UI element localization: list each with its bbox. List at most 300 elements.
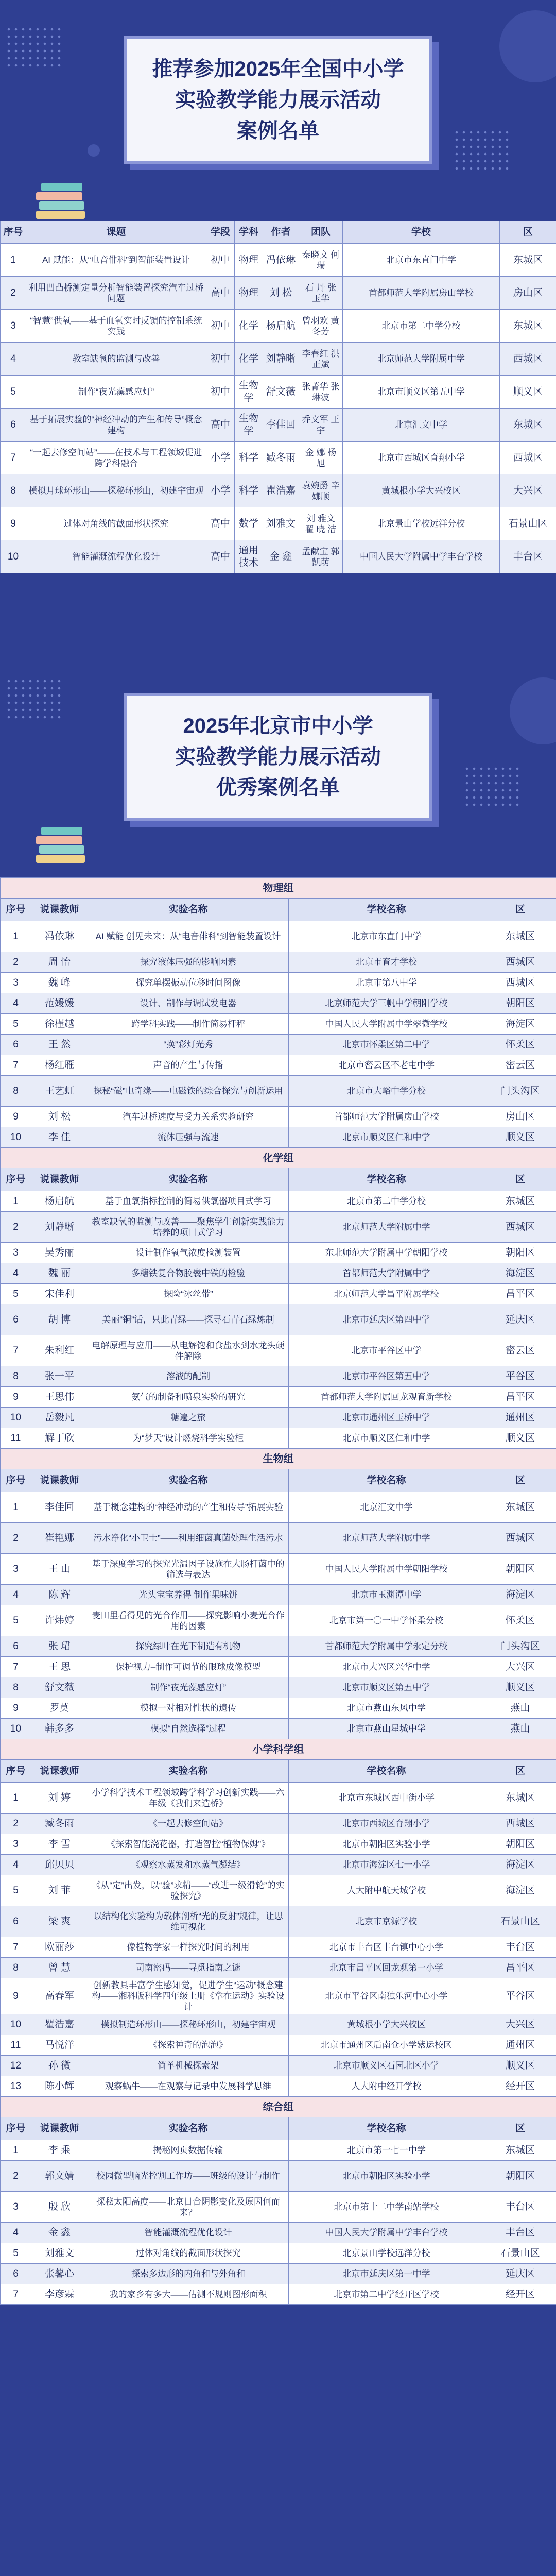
presenting-teacher: 王艺虹 bbox=[31, 1076, 88, 1107]
case-title: 模拟月球环形山——探秘环形山，初建宇宙观 bbox=[26, 474, 206, 507]
column-header: 作者 bbox=[263, 221, 299, 244]
presenting-teacher: 许炜婷 bbox=[31, 1605, 88, 1636]
school-name: 东北师范大学附属中学朝阳学校 bbox=[289, 1243, 484, 1263]
group-title: 生物组 bbox=[1, 1449, 556, 1469]
table-row bbox=[1, 1263, 556, 1284]
table-header-row bbox=[1, 899, 556, 921]
school-stage: 高中 bbox=[206, 409, 235, 442]
case-title: 智能灌溉流程优化设计 bbox=[26, 540, 206, 573]
column-header: 实验名称 bbox=[88, 1469, 289, 1492]
decor-dots bbox=[453, 129, 510, 170]
table-header-row bbox=[1, 1760, 556, 1783]
row-number: 8 bbox=[1, 1958, 31, 1978]
table-row bbox=[1, 540, 556, 573]
row-number: 7 bbox=[1, 1657, 31, 1677]
row-number: 1 bbox=[1, 1492, 31, 1523]
presenting-teacher: 陈 辉 bbox=[31, 1585, 88, 1605]
school-stage: 高中 bbox=[206, 507, 235, 540]
presenting-teacher: 韩多多 bbox=[31, 1719, 88, 1739]
title-card bbox=[124, 693, 432, 821]
table-row bbox=[1, 2161, 556, 2192]
author: 臧冬雨 bbox=[263, 442, 299, 474]
recommended-table bbox=[0, 221, 556, 573]
school-name: 中国人民大学附属中学朝阳学校 bbox=[289, 1554, 484, 1585]
column-header: 实验名称 bbox=[88, 2117, 289, 2140]
school-name: 北京市第二中学分校 bbox=[289, 1191, 484, 1212]
author: 冯依琳 bbox=[263, 244, 299, 277]
presenting-teacher: 瞿浩嘉 bbox=[31, 2014, 88, 2035]
group-header-row bbox=[1, 1449, 556, 1469]
team: 秦晓文 何 瑞 bbox=[299, 244, 343, 277]
district: 密云区 bbox=[484, 1055, 556, 1076]
table-row bbox=[1, 1335, 556, 1366]
row-number: 10 bbox=[1, 1408, 31, 1428]
district: 大兴区 bbox=[484, 2014, 556, 2035]
district: 丰台区 bbox=[484, 1937, 556, 1958]
table-header-row bbox=[1, 1469, 556, 1492]
table-row bbox=[1, 973, 556, 993]
table-row bbox=[1, 2056, 556, 2076]
column-header: 学校 bbox=[343, 221, 500, 244]
row-number: 11 bbox=[1, 2035, 31, 2056]
team: 张菁华 张琳波 bbox=[299, 376, 343, 409]
table-row bbox=[1, 1076, 556, 1107]
row-number: 12 bbox=[1, 2056, 31, 2076]
case-title: 过体对角线的截面形状探究 bbox=[26, 507, 206, 540]
row-number: 8 bbox=[1, 474, 26, 507]
school-name: 北京市延庆区第一中学 bbox=[289, 2264, 484, 2284]
column-header: 实验名称 bbox=[88, 1760, 289, 1783]
row-number: 3 bbox=[1, 1243, 31, 1263]
group-header-row bbox=[1, 1148, 556, 1168]
group-title: 化学组 bbox=[1, 1148, 556, 1168]
district: 东城区 bbox=[484, 2140, 556, 2161]
table-row bbox=[1, 1783, 556, 1814]
experiment-name: 溶液的配制 bbox=[88, 1366, 289, 1387]
table-row bbox=[1, 1014, 556, 1035]
school-name: 北京市平谷区中学 bbox=[289, 1335, 484, 1366]
column-header: 学段 bbox=[206, 221, 235, 244]
district: 东城区 bbox=[484, 1492, 556, 1523]
table-row bbox=[1, 1304, 556, 1335]
table-row bbox=[1, 244, 556, 277]
school-name: 北京市第二中学经开区学校 bbox=[289, 2284, 484, 2305]
table-row bbox=[1, 2076, 556, 2097]
row-number: 9 bbox=[1, 1978, 31, 2014]
author: 刘雅文 bbox=[263, 507, 299, 540]
subject: 物理 bbox=[235, 277, 263, 310]
experiment-name: 光头宝宝养得 制作果味饼 bbox=[88, 1585, 289, 1605]
district: 西城区 bbox=[484, 1212, 556, 1243]
district: 朝阳区 bbox=[484, 993, 556, 1014]
title-line: 2025年北京市中小学 bbox=[183, 715, 373, 737]
table-row bbox=[1, 1212, 556, 1243]
table-row bbox=[1, 1554, 556, 1585]
school-name: 北京汇文中学 bbox=[289, 1492, 484, 1523]
school-name: 北京市第一七一中学 bbox=[289, 2140, 484, 2161]
school-name: 北京市顺义区仁和中学 bbox=[289, 1428, 484, 1449]
row-number: 13 bbox=[1, 2076, 31, 2097]
district: 昌平区 bbox=[484, 1387, 556, 1408]
row-number: 3 bbox=[1, 973, 31, 993]
column-header: 学校名称 bbox=[289, 899, 484, 921]
table-row bbox=[1, 1585, 556, 1605]
column-header: 序号 bbox=[1, 221, 26, 244]
author: 金 鑫 bbox=[263, 540, 299, 573]
district: 大兴区 bbox=[484, 1657, 556, 1677]
school-name: 首都师范大学附属中学永定分校 bbox=[289, 1636, 484, 1657]
school-name: 北京市顺义区第五中学 bbox=[289, 1677, 484, 1698]
presenting-teacher: 张馨心 bbox=[31, 2264, 88, 2284]
school-name: 北京市大兴区兴华中学 bbox=[289, 1657, 484, 1677]
presenting-teacher: 杨启航 bbox=[31, 1191, 88, 1212]
table-row bbox=[1, 376, 556, 409]
table-row bbox=[1, 2140, 556, 2161]
presenting-teacher: 王 山 bbox=[31, 1554, 88, 1585]
district: 西城区 bbox=[484, 1523, 556, 1554]
district: 顺义区 bbox=[500, 376, 556, 409]
school-name: 北京师范大学附属中学 bbox=[289, 1523, 484, 1554]
group-title: 小学科学组 bbox=[1, 1739, 556, 1760]
district: 平谷区 bbox=[484, 1978, 556, 2014]
table-header-row bbox=[1, 2117, 556, 2140]
row-number: 1 bbox=[1, 2140, 31, 2161]
title-line: 实验教学能力展示活动 bbox=[175, 89, 381, 111]
experiment-name: 制作“夜光藻感应灯” bbox=[88, 1677, 289, 1698]
presenting-teacher: 王 然 bbox=[31, 1035, 88, 1055]
presenting-teacher: 徐槿越 bbox=[31, 1014, 88, 1035]
decor-circle bbox=[510, 677, 556, 744]
presenting-teacher: 王 思 bbox=[31, 1657, 88, 1677]
table-row bbox=[1, 507, 556, 540]
table-row bbox=[1, 1978, 556, 2014]
district: 门头沟区 bbox=[484, 1636, 556, 1657]
district: 东城区 bbox=[500, 310, 556, 343]
experiment-name: 电解原理与应用——从电解饱和食盐水到水龙头硬件解除 bbox=[88, 1335, 289, 1366]
district: 东城区 bbox=[484, 1783, 556, 1814]
district: 西城区 bbox=[500, 442, 556, 474]
school-name: 首都师范大学附属房山学校 bbox=[289, 1107, 484, 1127]
row-number: 6 bbox=[1, 2264, 31, 2284]
table-row bbox=[1, 442, 556, 474]
school-name: 北京市东直门中学 bbox=[289, 921, 484, 952]
experiment-name: 智能灌溉流程优化设计 bbox=[88, 2223, 289, 2243]
experiment-name: 《观察水蒸发和水蒸气凝结》 bbox=[88, 1855, 289, 1875]
column-header: 实验名称 bbox=[88, 899, 289, 921]
school-stage: 高中 bbox=[206, 277, 235, 310]
presenting-teacher: 孙 微 bbox=[31, 2056, 88, 2076]
team: 金 娜 杨 旭 bbox=[299, 442, 343, 474]
row-number: 2 bbox=[1, 2161, 31, 2192]
school-name: 北京市第一〇一中学怀柔分校 bbox=[289, 1605, 484, 1636]
school-name: 北京市密云区不老屯中学 bbox=[289, 1055, 484, 1076]
school-name: 北京市第二中学分校 bbox=[343, 310, 500, 343]
author: 舒文薇 bbox=[263, 376, 299, 409]
district: 石景山区 bbox=[484, 1906, 556, 1937]
table-row bbox=[1, 1657, 556, 1677]
experiment-name: 过体对角线的截面形状探究 bbox=[88, 2243, 289, 2264]
experiment-name: 探究液体压强的影响因素 bbox=[88, 952, 289, 973]
column-header: 说课教师 bbox=[31, 1168, 88, 1191]
presenting-teacher: 郭文婧 bbox=[31, 2161, 88, 2192]
district: 东城区 bbox=[484, 1191, 556, 1212]
experiment-name: 教室缺氧的监测与改善——聚焦学生创新实践能力培养的项目式学习 bbox=[88, 1212, 289, 1243]
experiment-name: 小学科学技术工程领域跨学科学习创新实践——六年级《我们来造桥》 bbox=[88, 1783, 289, 1814]
district: 房山区 bbox=[484, 1107, 556, 1127]
table-row bbox=[1, 1719, 556, 1739]
row-number: 1 bbox=[1, 1783, 31, 1814]
school-name: 北京景山学校远洋分校 bbox=[343, 507, 500, 540]
column-header: 学科 bbox=[235, 221, 263, 244]
case-title: 制作“夜光藻感应灯” bbox=[26, 376, 206, 409]
row-number: 10 bbox=[1, 540, 26, 573]
column-header: 说课教师 bbox=[31, 2117, 88, 2140]
row-number: 6 bbox=[1, 409, 26, 442]
school-name: 中国人民大学附属中学翠微学校 bbox=[289, 1014, 484, 1035]
presenting-teacher: 刘 婷 bbox=[31, 1783, 88, 1814]
table-row bbox=[1, 1814, 556, 1834]
row-number: 7 bbox=[1, 2284, 31, 2305]
school-stage: 小学 bbox=[206, 474, 235, 507]
school-name: 北京市朝阳区实验小学 bbox=[289, 1834, 484, 1855]
row-number: 8 bbox=[1, 1677, 31, 1698]
row-number: 7 bbox=[1, 1335, 31, 1366]
experiment-name: 保护视力–制作可调节的眼球成像模型 bbox=[88, 1657, 289, 1677]
experiment-name: 模拟制造环形山——探秘环形山，初建宇宙观 bbox=[88, 2014, 289, 2035]
school-name: 首都师范大学附属中学 bbox=[289, 1263, 484, 1284]
table-row bbox=[1, 1834, 556, 1855]
row-number: 4 bbox=[1, 343, 26, 376]
column-header: 区 bbox=[484, 1760, 556, 1783]
column-header: 区 bbox=[484, 1168, 556, 1191]
experiment-name: 探究单摆振动位移时间图像 bbox=[88, 973, 289, 993]
experiment-name: 探究绿叶在光下制造有机物 bbox=[88, 1636, 289, 1657]
table-row bbox=[1, 1284, 556, 1304]
district: 丰台区 bbox=[500, 540, 556, 573]
experiment-name: 污水净化“小卫士”——利用细菌真菌处理生活污水 bbox=[88, 1523, 289, 1554]
row-number: 6 bbox=[1, 1636, 31, 1657]
experiment-name: 氨气的制备和喷泉实验的研究 bbox=[88, 1387, 289, 1408]
row-number: 4 bbox=[1, 2223, 31, 2243]
row-number: 1 bbox=[1, 921, 31, 952]
subject: 化学 bbox=[235, 310, 263, 343]
table-row bbox=[1, 2243, 556, 2264]
presenting-teacher: 吴秀丽 bbox=[31, 1243, 88, 1263]
case-title: 教室缺氧的监测与改善 bbox=[26, 343, 206, 376]
table-row bbox=[1, 2223, 556, 2243]
district: 通州区 bbox=[484, 2035, 556, 2056]
table-row bbox=[1, 1958, 556, 1978]
presenting-teacher: 朱利红 bbox=[31, 1335, 88, 1366]
district: 房山区 bbox=[500, 277, 556, 310]
group-header-row bbox=[1, 2097, 556, 2117]
row-number: 9 bbox=[1, 1698, 31, 1719]
table-row bbox=[1, 474, 556, 507]
school-name: 北京市育才学校 bbox=[289, 952, 484, 973]
column-header: 区 bbox=[484, 2117, 556, 2140]
school-name: 北京市西城区育翔小学 bbox=[343, 442, 500, 474]
row-number: 5 bbox=[1, 1875, 31, 1906]
presenting-teacher: 王思伟 bbox=[31, 1387, 88, 1408]
group-header-row bbox=[1, 878, 556, 899]
table-row bbox=[1, 277, 556, 310]
column-header: 课题 bbox=[26, 221, 206, 244]
school-name: 人大附中经开学校 bbox=[289, 2076, 484, 2097]
table-row bbox=[1, 1677, 556, 1698]
presenting-teacher: 曾 慧 bbox=[31, 1958, 88, 1978]
row-number: 1 bbox=[1, 244, 26, 277]
team: 石 丹 张玉华 bbox=[299, 277, 343, 310]
row-number: 6 bbox=[1, 1906, 31, 1937]
column-header: 学校名称 bbox=[289, 2117, 484, 2140]
row-number: 3 bbox=[1, 1834, 31, 1855]
district: 通州区 bbox=[484, 1408, 556, 1428]
presenting-teacher: 冯依琳 bbox=[31, 921, 88, 952]
district: 昌平区 bbox=[484, 1958, 556, 1978]
school-stage: 初中 bbox=[206, 343, 235, 376]
school-name: 北京市玉渊潭中学 bbox=[289, 1585, 484, 1605]
table-row bbox=[1, 1605, 556, 1636]
district: 海淀区 bbox=[484, 1855, 556, 1875]
presenting-teacher: 岳毅凡 bbox=[31, 1408, 88, 1428]
district: 昌平区 bbox=[484, 1284, 556, 1304]
district: 朝阳区 bbox=[484, 1834, 556, 1855]
school-name: 北京市朝阳区实验小学 bbox=[289, 2161, 484, 2192]
presenting-teacher: 刘 松 bbox=[31, 1107, 88, 1127]
table-header-row bbox=[1, 221, 556, 244]
school-name: 人大附中航天城学校 bbox=[289, 1875, 484, 1906]
row-number: 2 bbox=[1, 1814, 31, 1834]
school-name: 北京市第八中学 bbox=[289, 973, 484, 993]
experiment-name: 麦田里看得见的光合作用——探究影响小麦光合作用的因素 bbox=[88, 1605, 289, 1636]
row-number: 2 bbox=[1, 1523, 31, 1554]
author: 杨启航 bbox=[263, 310, 299, 343]
district: 门头沟区 bbox=[484, 1076, 556, 1107]
row-number: 2 bbox=[1, 952, 31, 973]
school-name: 北京市通州区玉桥中学 bbox=[289, 1408, 484, 1428]
school-name: 北京市京源学校 bbox=[289, 1906, 484, 1937]
school-name: 北京市延庆区第四中学 bbox=[289, 1304, 484, 1335]
district: 顺义区 bbox=[484, 1127, 556, 1148]
decor-dots bbox=[5, 677, 62, 719]
experiment-name: 揭秘网页数据传输 bbox=[88, 2140, 289, 2161]
table-row bbox=[1, 1492, 556, 1523]
district: 怀柔区 bbox=[484, 1035, 556, 1055]
author: 瞿浩嘉 bbox=[263, 474, 299, 507]
row-number: 3 bbox=[1, 310, 26, 343]
experiment-name: 《探索智能浇花器，打造智控“植物保姆”》 bbox=[88, 1834, 289, 1855]
experiment-name: 模拟一对相对性状的遗传 bbox=[88, 1698, 289, 1719]
column-header: 区 bbox=[484, 899, 556, 921]
district: 密云区 bbox=[484, 1335, 556, 1366]
title-card bbox=[124, 36, 432, 164]
subject: 通用技术 bbox=[235, 540, 263, 573]
school-name: 黄城根小学大兴校区 bbox=[343, 474, 500, 507]
table-row bbox=[1, 1428, 556, 1449]
experiment-name: 校园微型脑光控割工作坊——班级的设计与制作 bbox=[88, 2161, 289, 2192]
column-header: 序号 bbox=[1, 1469, 31, 1492]
district: 东城区 bbox=[500, 244, 556, 277]
title-line: 实验教学能力展示活动 bbox=[175, 745, 381, 768]
row-number: 6 bbox=[1, 1304, 31, 1335]
row-number: 5 bbox=[1, 2243, 31, 2264]
school-name: 北京市平谷区第五中学 bbox=[289, 1366, 484, 1387]
school-name: 北京市怀柔区第二中学 bbox=[289, 1035, 484, 1055]
row-number: 9 bbox=[1, 1107, 31, 1127]
school-name: 北京汇文中学 bbox=[343, 409, 500, 442]
row-number: 4 bbox=[1, 993, 31, 1014]
row-number: 4 bbox=[1, 1585, 31, 1605]
presenting-teacher: 胡 博 bbox=[31, 1304, 88, 1335]
row-number: 7 bbox=[1, 1937, 31, 1958]
experiment-name: 我的家乡有多大——估测不规则图形面积 bbox=[88, 2284, 289, 2305]
row-number: 9 bbox=[1, 507, 26, 540]
table-row bbox=[1, 1523, 556, 1554]
column-header: 团队 bbox=[299, 221, 343, 244]
title-line: 案例名单 bbox=[237, 120, 319, 142]
subject: 科学 bbox=[235, 442, 263, 474]
district: 西城区 bbox=[500, 343, 556, 376]
row-number: 11 bbox=[1, 1428, 31, 1449]
row-number: 5 bbox=[1, 1284, 31, 1304]
experiment-name: “换”彩灯光秀 bbox=[88, 1035, 289, 1055]
row-number: 10 bbox=[1, 2014, 31, 2035]
presenting-teacher: 金 鑫 bbox=[31, 2223, 88, 2243]
team: 曾羽欢 黄冬芳 bbox=[299, 310, 343, 343]
school-name: 北京市丰台区丰台镇中心小学 bbox=[289, 1937, 484, 1958]
case-title: “一起去修空间站”——在技术与工程领域促进跨学科融合 bbox=[26, 442, 206, 474]
school-name: 北京市顺义区仁和中学 bbox=[289, 1127, 484, 1148]
district: 东城区 bbox=[500, 409, 556, 442]
table-row bbox=[1, 1055, 556, 1076]
presenting-teacher: 李佳回 bbox=[31, 1492, 88, 1523]
school-name: 北京市顺义区第五中学 bbox=[343, 376, 500, 409]
experiment-name: 汽车过桥速度与受力关系实验研究 bbox=[88, 1107, 289, 1127]
table-row bbox=[1, 1387, 556, 1408]
presenting-teacher: 欧丽莎 bbox=[31, 1937, 88, 1958]
decor-dots bbox=[5, 26, 62, 67]
school-name: 北京师范大学附属中学 bbox=[289, 1212, 484, 1243]
experiment-name: 简单机械探索架 bbox=[88, 2056, 289, 2076]
school-name: 北京市顺义区石园北区小学 bbox=[289, 2056, 484, 2076]
district: 顺义区 bbox=[484, 2056, 556, 2076]
table-row bbox=[1, 952, 556, 973]
table-row bbox=[1, 1636, 556, 1657]
recommended-table-wrap bbox=[0, 221, 556, 573]
presenting-teacher: 范媛媛 bbox=[31, 993, 88, 1014]
district: 顺义区 bbox=[484, 1428, 556, 1449]
school-name: 北京市通州区后南仓小学紫运校区 bbox=[289, 2035, 484, 2056]
school-name: 北京师范大学昌平附属学校 bbox=[289, 1284, 484, 1304]
school-name: 北京市西城区育翔小学 bbox=[289, 1814, 484, 1834]
experiment-name: 《从“定”出发，以“验”求精——“改进一级滑轮”的实验探究》 bbox=[88, 1875, 289, 1906]
district: 顺义区 bbox=[484, 1677, 556, 1698]
presenting-teacher: 刘静晰 bbox=[31, 1212, 88, 1243]
district: 燕山 bbox=[484, 1719, 556, 1739]
column-header: 区 bbox=[484, 1469, 556, 1492]
section-recommended bbox=[0, 0, 556, 657]
experiment-name: 糖遍之旅 bbox=[88, 1408, 289, 1428]
presenting-teacher: 李彦霖 bbox=[31, 2284, 88, 2305]
column-header: 序号 bbox=[1, 1168, 31, 1191]
column-header: 说课教师 bbox=[31, 899, 88, 921]
row-number: 6 bbox=[1, 1035, 31, 1055]
group-title: 综合组 bbox=[1, 2097, 556, 2117]
row-number: 5 bbox=[1, 376, 26, 409]
school-stage: 初中 bbox=[206, 244, 235, 277]
school-name: 北京师范大学附属中学 bbox=[343, 343, 500, 376]
column-header: 序号 bbox=[1, 899, 31, 921]
